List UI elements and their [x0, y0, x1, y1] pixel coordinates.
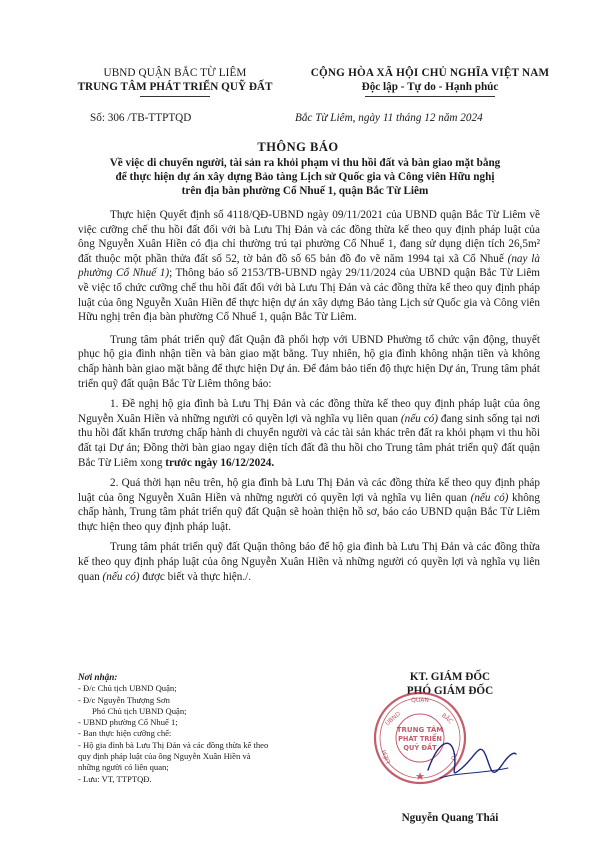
- nation-line-2: Độc lập - Tự do - Hạnh phúc: [361, 81, 499, 93]
- paragraph-1-text-a: Thực hiện Quyết định số 4118/QĐ-UBND ngày 09/11/2021 của UBND quận Bắc Từ Liêm về việc cưỡng chế thu hồi đất đối với bà Lưu Thị Đản và các đồng thừa kế theo quy định pháp luật của ông Nguyễn Xuân Hiền có địa chỉ thường trú tại phường Cổ Nhuế 1, đang sử dụng diện tích 26,5m² đất thuộc một phần thửa đất số 52, tờ bản đồ số 65 bản đồ đo vẽ năm 1994 tại xã Cổ Nhuế: [78, 209, 540, 265]
- svg-text:UBND: UBND: [384, 710, 403, 728]
- signature-title-2: PHÓ GIÁM ĐỐC: [406, 685, 494, 697]
- recipient-item: - Đ/c Nguyễn Thượng Sơn: [78, 694, 170, 705]
- svg-text:QUỸ ĐẤT: QUỸ ĐẤT: [403, 744, 437, 752]
- recipient-item: - Ban thực hiện cưỡng chế:: [78, 728, 172, 739]
- subtitle-line-2: để thực hiện dự án xây dựng Bảo tàng Lịch sử Quốc gia và Công viên Hữu nghị: [115, 171, 495, 183]
- recipient-item: - UBND phường Cổ Nhuế 1;: [78, 717, 178, 728]
- signer-name: Nguyễn Quang Thái: [401, 812, 499, 824]
- svg-text:PHÁT TRIỂN: PHÁT TRIỂN: [398, 735, 442, 743]
- document-number: Số: 306 /TB-TTPTQD: [90, 112, 192, 124]
- svg-text:★: ★: [415, 770, 425, 783]
- document-subtitle: [70, 156, 540, 198]
- recipients-heading: Nơi nhận:: [78, 672, 118, 682]
- org-line-2: TRUNG TÂM PHÁT TRIỂN QUỸ ĐẤT: [77, 81, 273, 93]
- signature-title-1: KT. GIÁM ĐỐC: [409, 671, 491, 683]
- paragraph-3-text-a: 1. Đề nghị hộ gia đình bà Lưu Thị Đản và các đồng thừa kế theo quy định pháp luật của ông Nguyễn Xuân Hiền và những người có quyền lợi và nghĩa vụ liên quan: [78, 398, 540, 425]
- paragraph-3-italic: (nếu có): [400, 412, 438, 425]
- paragraph-1-italic: (nay là phường Cổ Nhuế 1): [78, 252, 540, 280]
- paragraph-5-text-a: Trung tâm phát triển quỹ đất Quận thông báo để hộ gia đình bà Lưu Thị Đản và các đồng thừa kế theo quy định pháp luật của ông Nguyễn Xuân Hiền và những người có quyền lợi và nghĩa vụ liên quan: [78, 541, 540, 583]
- document-title: THÔNG BÁO: [257, 140, 339, 154]
- recipient-item: quy định pháp luật của ông Nguyễn Xuân Hiền và: [78, 751, 251, 762]
- paragraph-4-text-a: 2. Quá thời hạn nêu trên, hộ gia đình bà Lưu Thị Đản và các đồng thừa kế theo quy định pháp luật của ông Nguyễn Xuân Hiền và những người có quyền lợi và nghĩa vụ liên quan: [78, 477, 540, 504]
- document-date: Bắc Từ Liêm, ngày 11 tháng 12 năm 2024: [295, 112, 483, 124]
- paragraph-5-italic: (nếu có): [102, 570, 140, 583]
- paragraph-1-text-b: ; Thông báo số 2153/TB-UBND ngày 29/11/2024 của UBND quận Bắc Từ Liêm về việc tổ chức cưỡng chế thu hồi đất đối với bà Lưu Thị Đản và các đồng thừa kế theo quy định pháp luật của ông Nguyễn Xuân Hiền để thực hiện dự án xây dựng Bảo tàng Lịch sử Quốc gia và Công viên Hữu nghị trên địa bàn phường Cổ Nhuế 1, quận Bắc Từ Liêm.: [78, 267, 541, 324]
- paragraph-1: [78, 208, 540, 325]
- recipient-item: - Lưu: VT, TTPTQĐ.: [78, 773, 152, 784]
- recipient-item: - Hộ gia đình bà Lưu Thị Đản và các đồng thừa kế theo: [78, 739, 269, 750]
- paragraph-4: [78, 476, 540, 534]
- svg-text:TỪ: TỪ: [448, 751, 459, 762]
- recipients-list: [78, 672, 333, 785]
- deadline-date: trước ngày 16/12/2024.: [165, 456, 275, 469]
- recipient-item: những người có liên quan;: [78, 762, 169, 773]
- svg-text:BẮC: BẮC: [439, 712, 454, 726]
- recipient-item: Phó Chủ tịch UBND Quận;: [92, 705, 187, 716]
- national-header: [285, 66, 575, 97]
- document-body: [78, 208, 540, 592]
- svg-text:LIÊM: LIÊM: [380, 748, 393, 765]
- subtitle-line-1: Về việc di chuyển người, tài sản ra khỏi phạm vi thu hồi đất và bàn giao mặt bằng: [109, 157, 501, 169]
- org-line-1: UBND QUẬN BẮC TỪ LIÊM: [103, 67, 247, 79]
- svg-text:TRUNG TÂM: TRUNG TÂM: [396, 726, 444, 734]
- paragraph-2: Trung tâm phát triển quỹ đất Quận đã phối hợp với UBND Phường tổ chức vận động, thuyết phục hộ gia đình nhận tiền và bàn giao mặt bằng. Tuy nhiên, hộ gia đình không nhận tiền và không chấp hành bàn giao mặt bằng để thực hiện Dự án. Để đảm bảo tiến độ thực hiện Dự án, Trung tâm phát triển quỹ đất quận Bắc Từ Liêm thông báo:: [78, 333, 540, 390]
- recipient-item: - Đ/c Chủ tịch UBND Quận;: [78, 683, 177, 694]
- issuing-organization: [60, 66, 290, 97]
- org-underline: [140, 96, 210, 97]
- paragraph-3-text-b: đang sinh sống tại nơi thu hồi đất khẩn trương chấp hành di chuyển người và các tài sản khác trên đất ra khỏi phạm vi thu hồi đất tại Dự án; Đồng thời bàn giao ngay diện tích đất đã thu hồi cho Trung tâm phát triển quỹ đất quận Bắc Từ Liêm xong: [78, 412, 540, 469]
- motto-underline: [365, 96, 495, 97]
- nation-line-1: CỘNG HÒA XÃ HỘI CHỦ NGHĨA VIỆT NAM: [310, 67, 550, 79]
- handwritten-signature: [420, 722, 520, 792]
- paragraph-4-text-b: không chấp hành, Trung tâm phát triển quỹ đất Quận sẽ hoàn thiện hồ sơ, báo cáo UBND quận Bắc Từ Liêm thực hiện theo quy định pháp luật.: [78, 491, 540, 533]
- paragraph-5-text-b: được biết và thực hiện./.: [139, 570, 252, 583]
- subtitle-line-3: trên địa bàn phường Cổ Nhuế 1, quận Bắc Từ Liêm: [181, 185, 429, 197]
- paragraph-3: [78, 397, 540, 470]
- paragraph-5: [78, 540, 540, 584]
- paragraph-4-italic: (nếu có): [470, 491, 509, 504]
- svg-text:QUẬN: QUẬN: [411, 697, 429, 704]
